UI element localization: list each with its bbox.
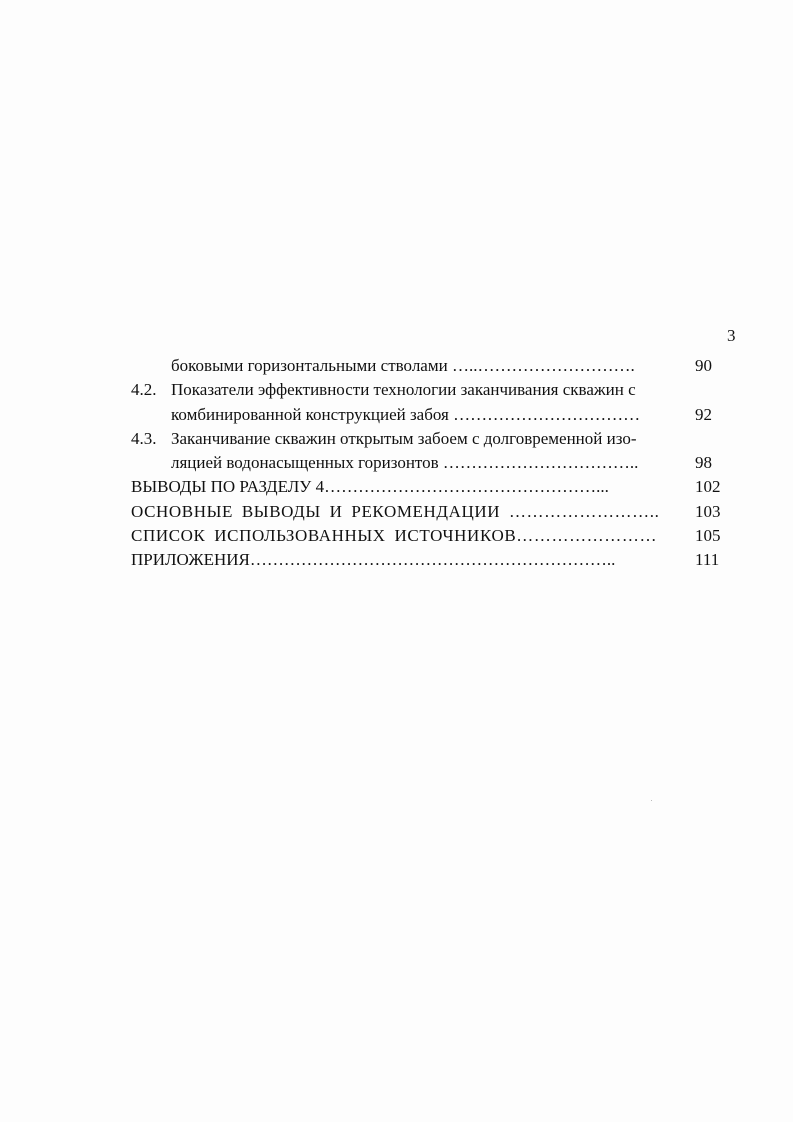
page-number: 3 xyxy=(727,326,736,345)
toc-entry-page: 98 xyxy=(695,453,712,473)
toc-entry xyxy=(131,403,723,427)
toc-entry xyxy=(131,548,723,572)
toc-entry-page: 105 xyxy=(695,526,721,546)
toc-entry-title: ПРИЛОЖЕНИЯ……………………………………………………….. xyxy=(131,550,616,570)
toc-entry-page: 111 xyxy=(695,550,720,570)
toc-entry-title: ОСНОВНЫЕ ВЫВОДЫ И РЕКОМЕНДАЦИИ …………………….. xyxy=(131,501,660,521)
toc-entry-title: ляцией водонасыщенных горизонтов …………………………….. xyxy=(171,453,639,473)
toc-entry-title: комбинированной конструкцией забоя …………………………… xyxy=(171,404,641,424)
toc-entry-title: боковыми горизонтальными стволами …..………………………. xyxy=(171,356,635,375)
toc-entry-page: 102 xyxy=(695,477,721,497)
toc-entry xyxy=(131,524,723,548)
toc-entry xyxy=(131,451,723,475)
toc-entry-title: СПИСОК ИСПОЛЬЗОВАННЫХ ИСТОЧНИКОВ…………………… xyxy=(131,526,658,546)
toc-entry xyxy=(131,500,723,524)
toc-entry-page: 90 xyxy=(695,356,712,375)
toc-entry-title: Заканчивание скважин открытым забоем с долговременной изо- xyxy=(171,428,637,448)
toc-entry-number: 4.2. xyxy=(131,380,157,400)
toc-entry xyxy=(131,378,723,402)
toc-entry xyxy=(131,475,723,499)
toc-entry xyxy=(131,354,723,378)
toc-entry-number: 4.3. xyxy=(131,428,157,448)
toc-entry-page: 103 xyxy=(695,501,721,521)
toc-entry xyxy=(131,427,723,451)
toc-entry-title: ВЫВОДЫ ПО РАЗДЕЛУ 4…………………………………………... xyxy=(131,477,609,497)
table-of-contents xyxy=(131,354,723,573)
toc-entry-title: Показатели эффективности технологии заканчивания скважин с xyxy=(171,380,636,400)
scan-speck xyxy=(651,800,652,801)
toc-entry-page: 92 xyxy=(695,404,712,424)
